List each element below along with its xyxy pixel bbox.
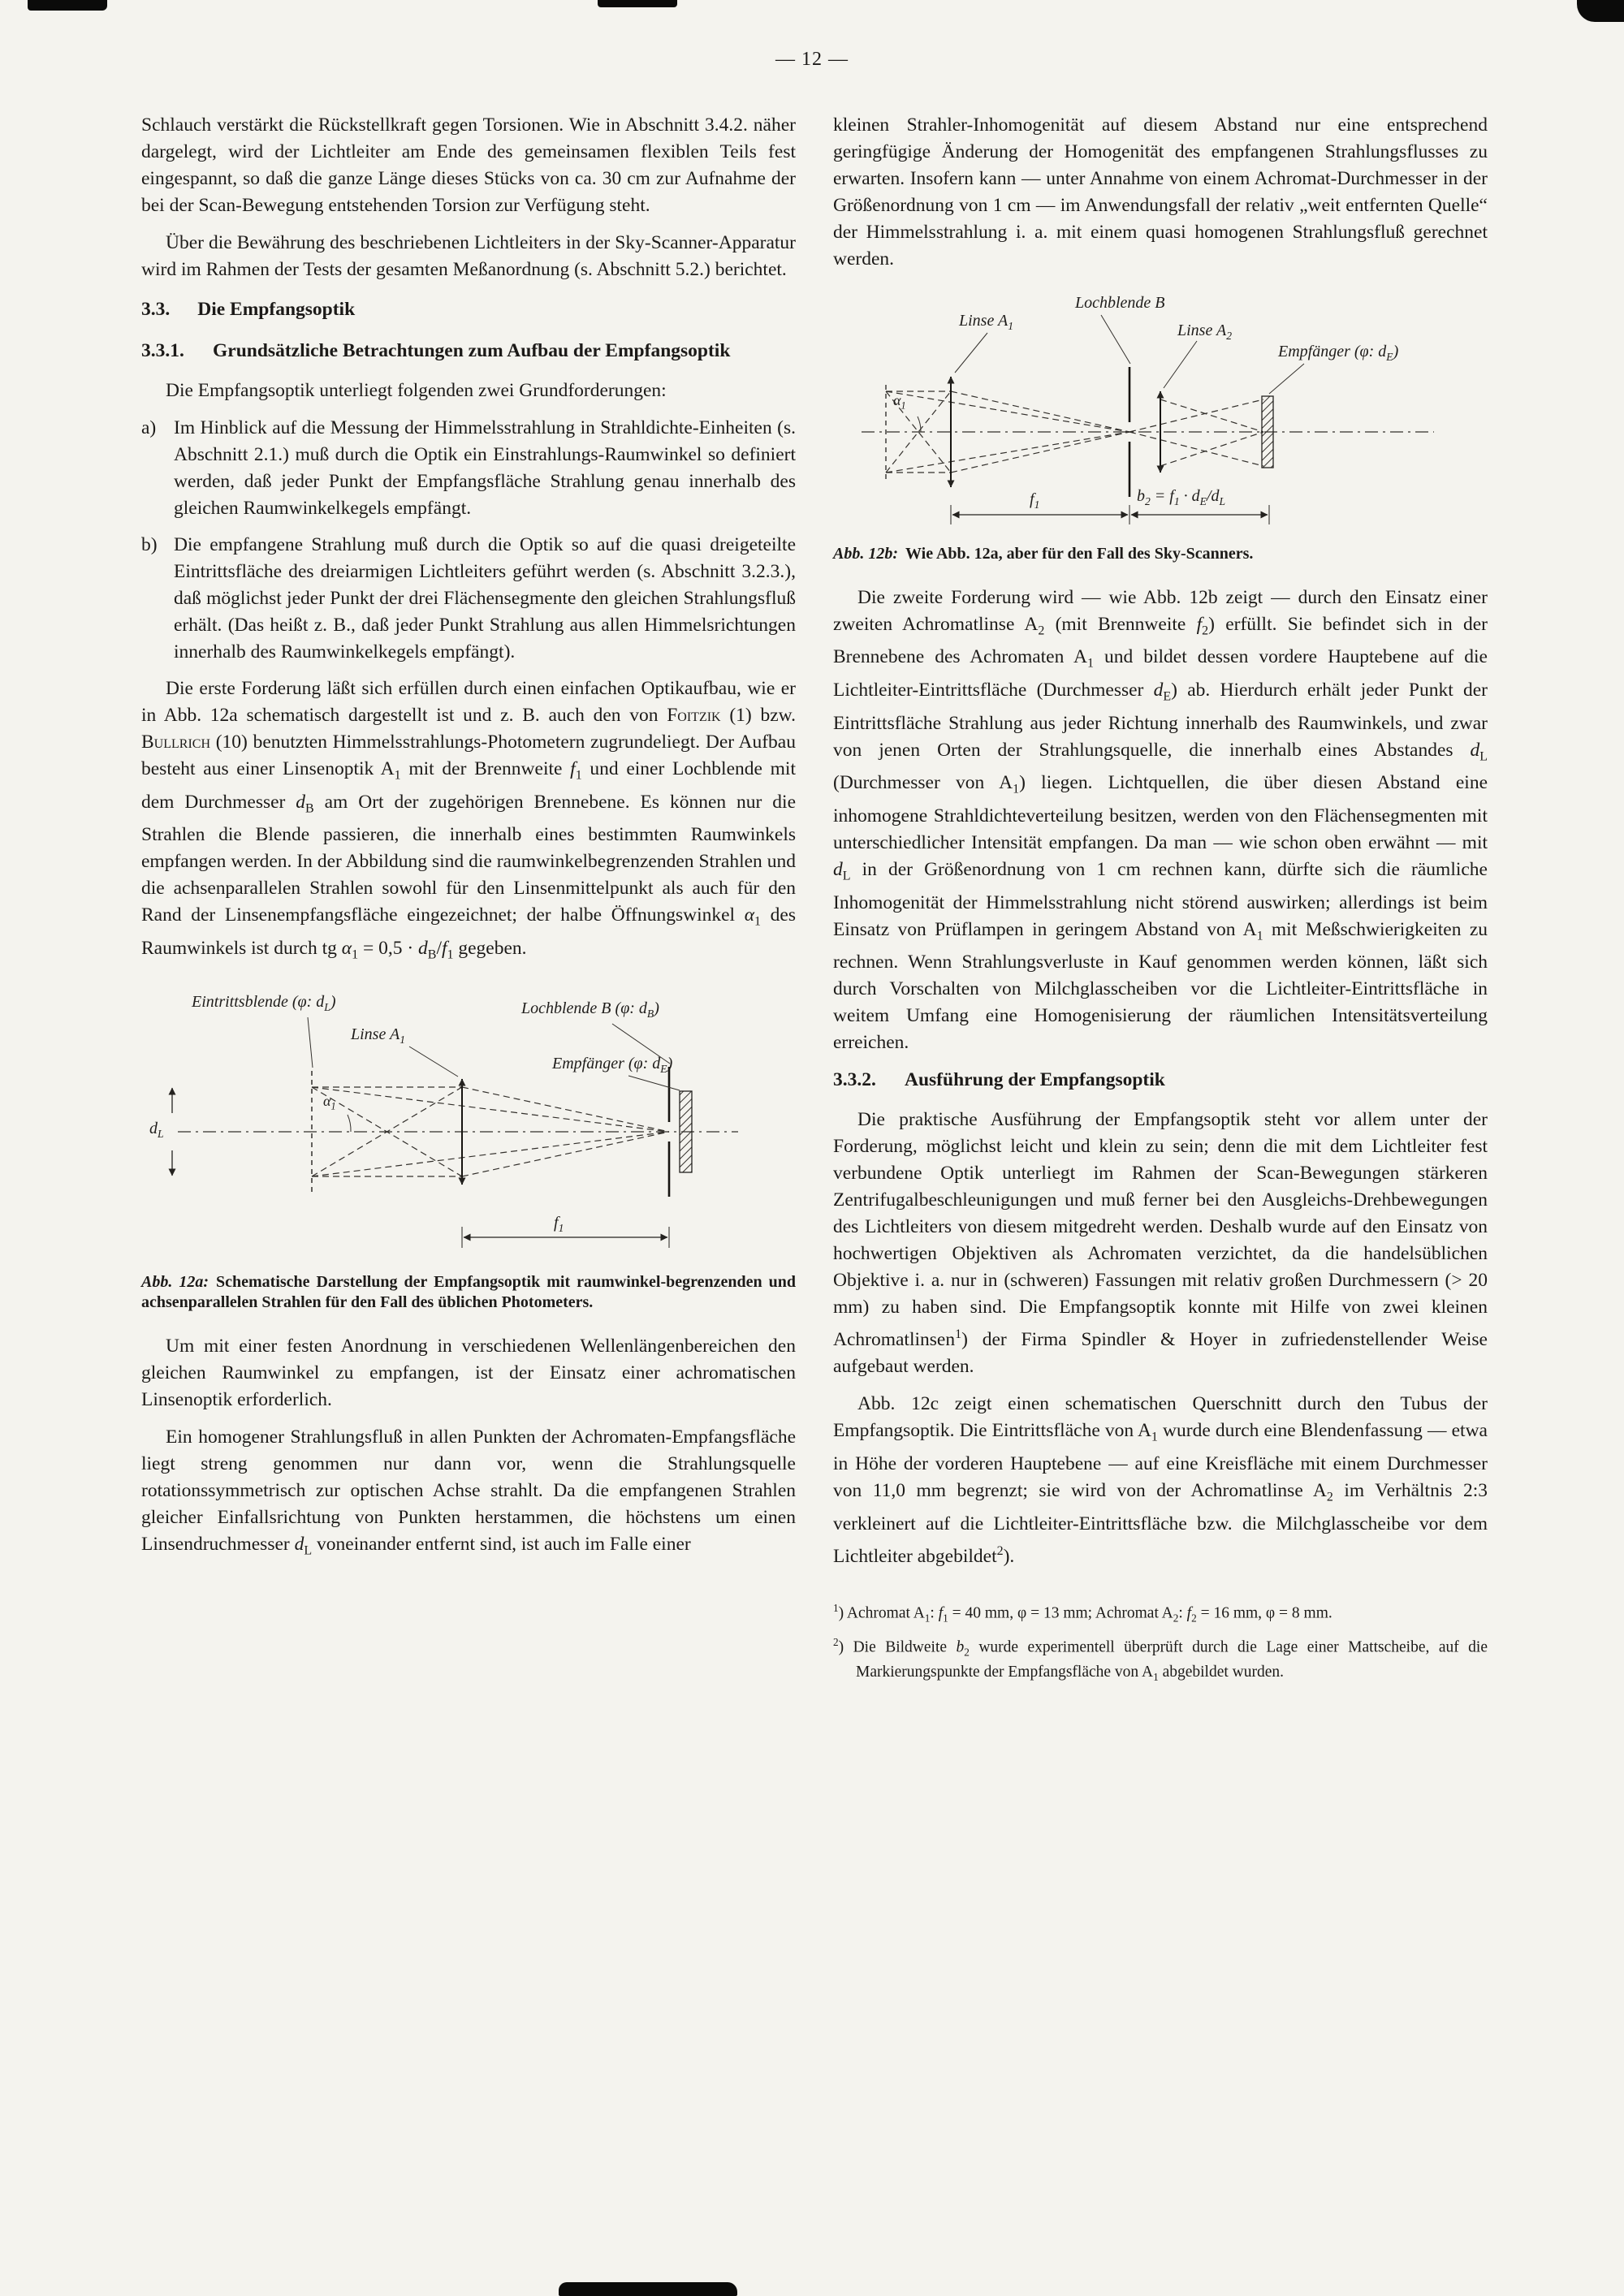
receiver-plate bbox=[1262, 396, 1273, 468]
receiver-plate bbox=[680, 1091, 692, 1172]
paragraph: Die praktische Ausführung der Empfangsoptik steht vor allem unter der Forderung, möglichst leicht und klein zu sein; denn die mit dem Lichtleiter fest verbundene Optik unterliegt im Rahmen der Scan-Bewegungen stärkeren Zentrifugalbeschleunigungen und muß ferner bei den Ausgleichs-Drehbewegungen des Lichtleiters von diesem mitgedreht werden. Deshalb wurde auf den Einsatz von hochwertigen Objektiven als Achromaten verzichtet, da die handelsüblichen Objektive i. a. nur in (schweren) Fassungen mit relativ großen Durchmessern (> 20 mm) zu haben sind. Die Empfangsoptik konnte mit Hilfe von zwei kleinen Achromatlinsen$^1$) der Firma Spindler & Hoyer in zufriedenstellender Weise aufgebaut werden. bbox=[833, 1109, 1488, 1378]
figure-label-f1: $f_1$ bbox=[1030, 490, 1040, 511]
paragraph: kleinen Strahler-Inhomogenität auf diesem Abstand nur eine entsprechend geringfügige Änderung der Homogenität des empfangenen Strahlungsflusses zu erwarten. Insofern kann — unter Annahme von einem Achromat-Durchmesser in der Größenordnung von 1 cm — im Anwendungsfall der relativ „weit entfernten Quelle“ der Himmelsstrahlung i. a. mit einem quasi homogenen Strahlungsfluß gerechnet werden. bbox=[833, 114, 1488, 270]
caption-label: Abb. 12b: bbox=[833, 545, 898, 563]
paragraph: Die zweite Forderung wird — wie Abb. 12b zeigt — durch den Einsatz einer zweiten Achromatlinse $A_2$ (mit Brennweite $f_2$) erfüllt. Sie befindet sich in der Brennebene des Achromaten $A_1$ und bildet dessen vordere Hauptebene auf die Lichtleiter-Eintrittsfläche (Durchmesser $d_E$) ab. Hierdurch erhält jeder Punkt der Eintrittsfläche Strahlung aus jeder Richtung innerhalb des Raumwinkels, und zwar von jenen Orten der Strahlungsquelle, die innerhalb eines Abstandes $d_L$ (Durchmesser von $A_1$) liegen. Lichtquellen, die über diesen Abstand eine inhomogene Strahldichteverteilung besitzen, werden von den Flächensegmenten mit unterschiedlicher Intensität empfangen. Da man — wie schon oben erwähnt — mit $d_L$ in der Größenordnung von 1 cm rechnen kann, dürfte sich die räumliche Inhomogenität der Himmelsstrahlung nicht störend auswirken; allerdings ist beim Einsatz von Prüflampen in geringem Abstand von $A_1$ mit Meßschwierigkeiten zu rechnen. Wenn Strahlungsverluste in Kauf genommen werden können, läßt sich durch Vorschalten von Milchglasscheiben vor die Lichtleiter-Eintrittsfläche in weitem Umfang eine Homogenisierung der räumlichen Intensitätsverteilung erreichen. bbox=[833, 586, 1488, 1054]
paragraph: Über die Bewährung des beschriebenen Lichtleiters in der Sky-Scanner-Apparatur wird im Rahmen der Tests der gesamten Meßanordnung (s. Abschnitt 5.2.) berichtet. bbox=[141, 232, 796, 280]
list-marker: b) bbox=[141, 534, 158, 555]
paragraph: Die Empfangsoptik unterliegt folgenden zwei Grundforderungen: bbox=[166, 380, 667, 401]
left-column bbox=[141, 112, 796, 1574]
paragraph: Abb. 12c zeigt einen schematischen Querschnitt durch den Tubus der Empfangsoptik. Die Eintrittsfläche von $A_1$ wurde durch eine Blendenfassung — etwa in Höhe der vorderen Hauptebene — auf eine Kreisfläche mit einem Durchmesser von 11,0 mm begrenzt; sie wird von der Achromatlinse $A_2$ im Verhältnis 2:3 verkleinert auf die Lichtleiter-Eintrittsfläche bzw. die Milchglasscheibe vor dem Lichtleiter abgebildet$^2$). bbox=[833, 1393, 1488, 1567]
figure-label-alpha: $\alpha_1$ bbox=[893, 392, 906, 412]
figure-label-f1: $f_1$ bbox=[554, 1213, 564, 1234]
alpha-angle-arc bbox=[348, 1115, 351, 1132]
figure-12b-caption bbox=[833, 544, 1488, 565]
section-title: Ausführung der Empfangsoptik bbox=[905, 1069, 1165, 1091]
paragraph: Die erste Forderung läßt sich erfüllen durch einen einfachen Optikaufbau, wie er in Abb. 12a schematisch dargestellt ist und z. B. auch den von Foitzik (1) bzw. Bullrich (10) benutzten Himmelsstrahlungs-Photometern zugrundeliegt. Der Aufbau besteht aus einer Linsenoptik $A_1$ mit der Brennweite $f_1$ und einer Lochblende mit dem Durchmesser $d_B$ am Ort der zugehörigen Brennebene. Es können nur die Strahlen die Blende passieren, die innerhalb eines bestimmten Raumwinkels empfangen werden. In der Abbildung sind die raumwinkelbegrenzenden Strahlen und die achsenparallelen Strahlen sowohl für den Linsenmittelpunkt als auch für den Rand der Linsenempfangsfläche eingezeichnet; der halbe Öffnungswinkel $\alpha_1$ des Raumwinkels ist durch tg $\alpha_1 = 0,5 \cdot d_B/f_1$ gegeben. bbox=[141, 678, 796, 962]
footnote-2: $^2$) Die Bildweite $b_2$ wurde experimentell überprüft durch die Lage einer Mattscheibe, auf die Markierungspunkte der Empfangsfläche von $A_1$ abgebildet wurden. bbox=[833, 1636, 1488, 1684]
scan-artifact bbox=[28, 0, 107, 11]
caption-text: Wie Abb. 12a, aber für den Fall des Sky-Scanners. bbox=[905, 545, 1254, 563]
paragraph: Schlauch verstärkt die Rückstellkraft gegen Torsionen. Wie in Abschnitt 3.4.2. näher dargelegt, wird der Lichtleiter am Ende des gemeinsamen flexiblen Teils fest eingespannt, so daß die ganze Länge dieses Stücks von ca. 30 cm zur Aufnahme der bei der Scan-Bewegung entstehenden Torsion zur Verfügung steht. bbox=[141, 114, 796, 216]
right-column bbox=[833, 112, 1488, 1692]
list-text: Die empfangene Strahlung muß durch die Optik so auf die quasi dreigeteilte Eintrittsfläche des dreiarmigen Lichtleiters geführt werden (s. Abschnitt 3.2.3.), daß möglichst jeder Punkt der drei Flächensegmente den gleichen Strahlungsfluß erhält. (Das heißt z. B., daß jeder Punkt Strahlung aus allen Himmelsrichtungen innerhalb des Raumwinkelkegels empfängt). bbox=[174, 534, 796, 662]
figure-label-receiver: Empfänger (φ: $d_E$) bbox=[1278, 343, 1399, 363]
list-marker: a) bbox=[141, 417, 157, 438]
figure-label-alpha: $\alpha_1$ bbox=[323, 1092, 336, 1112]
dimension-f1 bbox=[951, 505, 1129, 524]
figure-12a-drawing bbox=[141, 990, 796, 1266]
figure-12a-caption bbox=[141, 1272, 796, 1314]
figure-label-lens-a1: Linse $A_1$ bbox=[959, 312, 1013, 332]
figure-label-b2-formula: $b_2 = f_1 \cdot d_E/d_L$ bbox=[1137, 487, 1226, 507]
figure-12b bbox=[833, 294, 1488, 565]
scan-artifact bbox=[598, 0, 677, 7]
figure-12b-drawing bbox=[833, 294, 1488, 537]
figure-12a bbox=[141, 990, 796, 1314]
figure-label-lens-a2: Linse $A_2$ bbox=[1177, 322, 1232, 342]
figure-label-entrance-aperture: Eintrittsblende (φ: $d_L$) bbox=[192, 992, 336, 1013]
section-number: 3.3. bbox=[141, 299, 171, 320]
section-heading-3-3-1 bbox=[141, 338, 796, 365]
figure-label-receiver: Empfänger (φ: $d_E$) bbox=[552, 1054, 673, 1075]
scan-artifact bbox=[1577, 0, 1624, 22]
paragraph: Um mit einer festen Anordnung in verschiedenen Wellenlängenbereichen den gleichen Raumwinkel zu empfangen, ist der Einsatz einer achromatischen Linsenoptik erforderlich. bbox=[141, 1335, 796, 1410]
optics-diagram-12a bbox=[141, 990, 796, 1266]
page-number: — 12 — bbox=[775, 49, 849, 70]
dimension-f1 bbox=[462, 1227, 669, 1248]
section-heading-3-3 bbox=[141, 296, 796, 323]
section-title: Die Empfangsoptik bbox=[197, 299, 356, 320]
figure-label-dl: $d_L$ bbox=[149, 1119, 164, 1140]
scan-artifact bbox=[559, 2282, 737, 2296]
list-item-b bbox=[141, 532, 796, 666]
list-item-a bbox=[141, 415, 796, 522]
figure-label-pinhole-b: Lochblende B bbox=[1075, 294, 1165, 312]
footnotes bbox=[833, 1599, 1488, 1687]
figure-label-lens-a1: Linse $A_1$ bbox=[351, 1025, 405, 1046]
list-text: Im Hinblick auf die Messung der Himmelsstrahlung in Strahldichte-Einheiten (s. Abschnitt 2.1.) muß durch die Optik ein Einstrahlungs-Raumwinkel so definiert werden, daß jeder Punkt der Empfangsfläche Strahlung genau innerhalb des gleichen Raumwinkelkegels empfängt. bbox=[174, 417, 796, 519]
section-title: Grundsätzliche Betrachtungen zum Aufbau der Empfangsoptik bbox=[213, 340, 731, 361]
section-heading-3-3-2 bbox=[833, 1067, 1488, 1094]
caption-text: Schematische Darstellung der Empfangsoptik mit raumwinkel-begrenzenden und achsenparallelen Strahlen für den Fall des üblichen Photometers. bbox=[141, 1272, 797, 1312]
section-number: 3.3.1. bbox=[141, 340, 184, 361]
caption-label: Abb. 12a: bbox=[141, 1272, 209, 1291]
paragraph: Ein homogener Strahlungsfluß in allen Punkten der Achromaten-Empfangsfläche liegt streng genommen nur dann vor, wenn die Strahlungsquelle rotationssymmetrisch zur optischen Achse strahlt. Da die empfangenen Strahlen gleicher Einfallsrichtung von Punkten herstammen, die höchstens um einen Linsendruchmesser $d_L$ voneinander entfernt sind, ist auch im Falle einer bbox=[141, 1426, 796, 1558]
footnote-1: $^1$) Achromat $A_1$: $f_1 = 40$ mm, φ = 13 mm; Achromat $A_2$: $f_2 = 16$ mm, φ = 8 mm. bbox=[833, 1602, 1332, 1625]
figure-label-pinhole-b: Lochblende B (φ: $d_B$) bbox=[521, 999, 659, 1020]
section-number: 3.3.2. bbox=[833, 1069, 876, 1091]
